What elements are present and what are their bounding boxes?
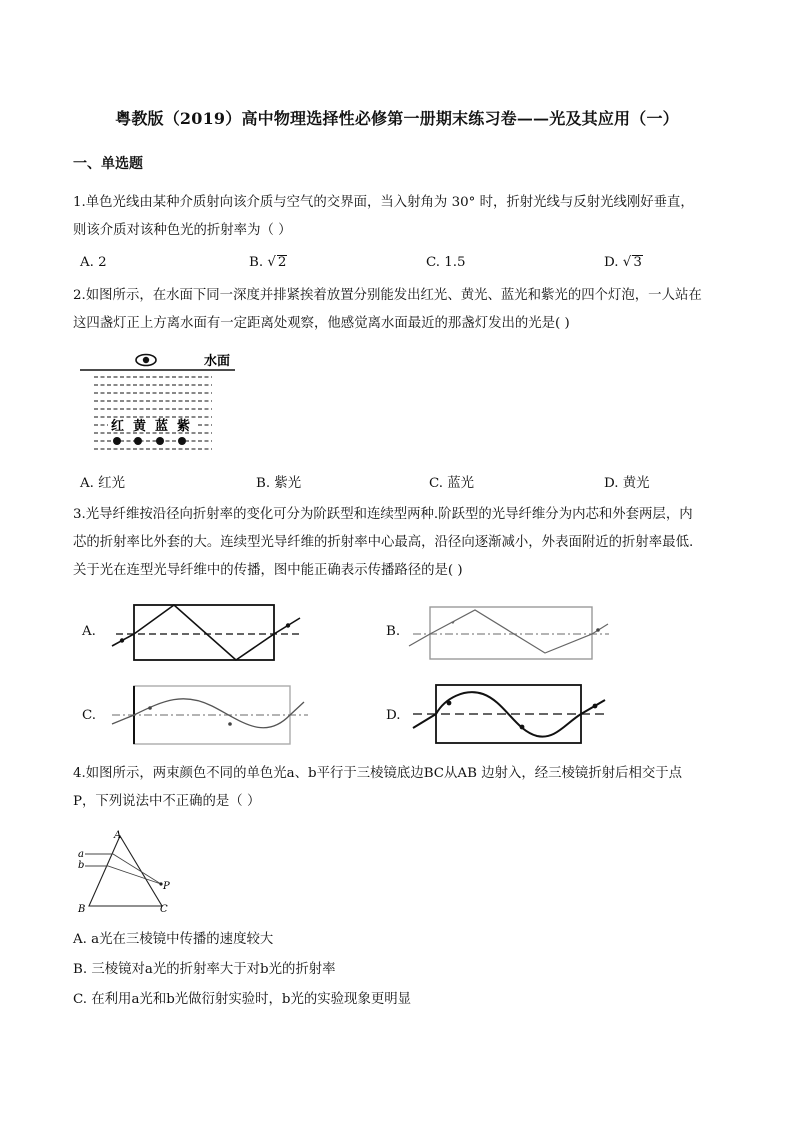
q2-option-c: C. 蓝光	[429, 476, 475, 491]
ray-b-label: b	[78, 860, 85, 871]
q2-stem-line1: 2.如图所示，在水面下同一深度并排紧挨着放置分别能发出红光、黄光、蓝光和紫光的四个灯泡，一人站在	[73, 288, 702, 303]
lamp-label-yellow: 黄	[133, 419, 147, 434]
lamp-purple-dot	[178, 437, 186, 445]
q4-option-c: C. 在利用a光和b光做衍射实验时，b光的实验现象更明显	[73, 992, 412, 1007]
sqrt-sign-icon: √	[622, 255, 632, 270]
page-title: 粤教版（2019）高中物理选择性必修第一册期末练习卷——光及其应用（一）	[115, 109, 679, 128]
q3-stem-line3: 关于光在连型光导纤维中的传播，图中能正确表示传播路径的是( )	[73, 563, 463, 578]
q3-stem-line2: 芯的折射率比外套的大。连续型光导纤维的折射率中心最高，沿径向逐渐减小，外表面附近的折射率最低.	[73, 535, 694, 550]
section-heading: 一、单选题	[73, 156, 143, 172]
q2-stem-line2: 这四盏灯正上方离水面有一定距离处观察，他感觉离水面最近的那盏灯发出的光是( )	[73, 316, 570, 331]
q2-option-a: A. 红光	[80, 476, 125, 491]
q3-stem-line1: 3.光导纤维按沿径向折射率的变化可分为阶跃型和连续型两种.阶跃型的光导纤维分为内芯和外套两层，内	[73, 507, 693, 522]
q3-option-d-figure	[405, 680, 615, 750]
q3-option-b-figure	[405, 600, 615, 666]
vertex-c-label: C	[160, 904, 168, 915]
water-dashes	[94, 377, 212, 449]
q1-option-a: A. 2	[80, 255, 107, 270]
q1-option-b-prefix: B.	[249, 255, 268, 270]
q3-option-b-label: B.	[386, 624, 401, 639]
ray-a-label: a	[78, 849, 84, 860]
q1-option-b-radicand: 2	[277, 255, 287, 270]
lamp-label-blue: 蓝	[155, 419, 169, 434]
q3-option-d-label: D.	[386, 708, 401, 723]
sqrt-sign-icon: √	[267, 255, 276, 270]
q1-option-d-prefix: D.	[604, 255, 623, 270]
q4-stem-line2: P，下列说法中不正确的是（ ）	[73, 794, 261, 809]
q2-option-d: D. 黄光	[604, 476, 650, 491]
q4-prism-figure	[72, 826, 192, 918]
lamp-blue-dot	[156, 437, 164, 445]
lamp-label-purple: 紫	[177, 419, 191, 434]
q3-option-a-figure	[104, 600, 314, 666]
water-surface-label: 水面	[204, 354, 231, 369]
eye-icon	[136, 355, 156, 366]
q4-stem-line1: 4.如图所示，两束颜色不同的单色光a、b平行于三棱镜底边BC从AB 边射入，经三棱镜折射后相交于点	[73, 766, 683, 781]
q1-option-d-radicand: 3	[633, 255, 642, 270]
q2-water-figure	[80, 348, 240, 453]
q4-option-b: B. 三棱镜对a光的折射率大于对b光的折射率	[73, 962, 336, 977]
q1-option-d	[604, 255, 643, 270]
lamp-red-dot	[113, 437, 121, 445]
q2-option-b: B. 紫光	[256, 476, 302, 491]
lamp-label-red: 红	[111, 419, 125, 434]
q1-stem-line2: 则该介质对该种色光的折射率为（ ）	[73, 223, 292, 238]
point-p-label: P	[163, 881, 170, 892]
vertex-b-label: B	[78, 904, 86, 915]
lamp-yellow-dot	[134, 437, 142, 445]
q1-option-b	[249, 255, 287, 270]
q3-option-c-figure	[104, 680, 314, 750]
q4-option-a: A. a光在三棱镜中传播的速度较大	[73, 932, 274, 947]
q3-option-a-label: A.	[82, 624, 96, 639]
q1-stem-line1: 1.单色光线由某种介质射向该介质与空气的交界面，当入射角为 30° 时，折射光线与反射光线刚好垂直，	[73, 195, 694, 210]
vertex-a-label: A	[114, 830, 122, 841]
q1-option-c: C. 1.5	[426, 255, 466, 270]
q3-option-c-label: C.	[82, 708, 97, 723]
